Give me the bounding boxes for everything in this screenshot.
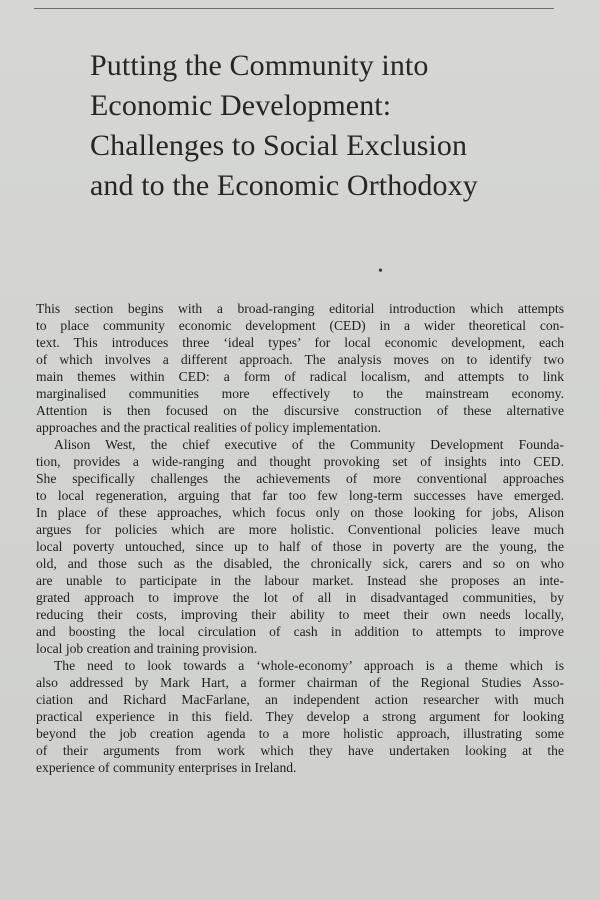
text-line: approaches and the practical realities of policy implementation.: [36, 420, 381, 435]
paragraph: [36, 657, 564, 776]
text-line: This section begins with a broad-ranging editorial introduction which attempts: [36, 301, 564, 316]
text-line: argues for policies which are more holistic. Conventional policies leave much: [36, 522, 564, 537]
title-line: Economic Development:: [90, 89, 392, 122]
text-line: Alison West, the chief executive of the Community Development Founda-: [54, 437, 564, 452]
body-text: [36, 300, 564, 776]
text-line: to place community economic development (CED) in a wider theoretical con-: [36, 318, 564, 333]
text-line: grated approach to improve the lot of all in disadvantaged communities, by: [36, 590, 564, 605]
paragraph: [36, 300, 564, 436]
text-line: The need to look towards a ‘whole-economy’ approach is a theme which is: [54, 658, 564, 673]
title-line: and to the Economic Orthodoxy: [90, 169, 478, 202]
text-line: tion, provides a wide-ranging and thought provoking set of insights into CED.: [36, 454, 564, 469]
text-line: also addressed by Mark Hart, a former chairman of the Regional Studies Asso-: [36, 675, 564, 690]
text-line: local job creation and training provision.: [36, 641, 258, 656]
text-line: practical experience in this field. They develop a strong argument for looking: [36, 709, 564, 724]
text-line: reducing their costs, improving their ability to meet their own needs locally,: [36, 607, 564, 622]
text-line: text. This introduces three ‘ideal types’ for local economic development, each: [36, 335, 564, 350]
text-line: beyond the job creation agenda to a more holistic approach, illustrating some: [36, 726, 564, 741]
text-line: and boosting the local circulation of cash in addition to attempts to improve: [36, 624, 564, 639]
text-line: to local regeneration, arguing that far too few long-term successes have emerged.: [36, 488, 564, 503]
text-line: main themes within CED: a form of radical localism, and attempts to link: [36, 369, 564, 384]
ornament-dot: •: [378, 264, 383, 279]
text-line: marginalised communities more effectively to the mainstream economy.: [36, 386, 564, 401]
top-rule: [34, 8, 554, 9]
text-line: experience of community enterprises in Ireland.: [36, 760, 297, 775]
text-line: ciation and Richard MacFarlane, an independent action researcher with much: [36, 692, 564, 707]
text-line: are unable to participate in the labour market. Instead she proposes an inte-: [36, 573, 564, 588]
text-line: She specifically challenges the achievements of more conventional approaches: [36, 471, 564, 486]
title-line: Challenges to Social Exclusion: [90, 129, 468, 162]
text-line: old, and those such as the disabled, the chronically sick, carers and so on who: [36, 556, 564, 571]
text-line: of which involves a different approach. The analysis moves on to identify two: [36, 352, 564, 367]
paragraph: [36, 436, 564, 657]
text-line: Attention is then focused on the discursive construction of these alternative: [36, 403, 564, 418]
text-line: local poverty untouched, since up to half of those in poverty are the young, the: [36, 539, 564, 554]
title-line: Putting the Community into: [90, 49, 429, 82]
text-line: of their arguments from work which they have undertaken looking at the: [36, 743, 564, 758]
text-line: In place of these approaches, which focus only on those looking for jobs, Alison: [36, 505, 564, 520]
section-title: [90, 46, 560, 206]
